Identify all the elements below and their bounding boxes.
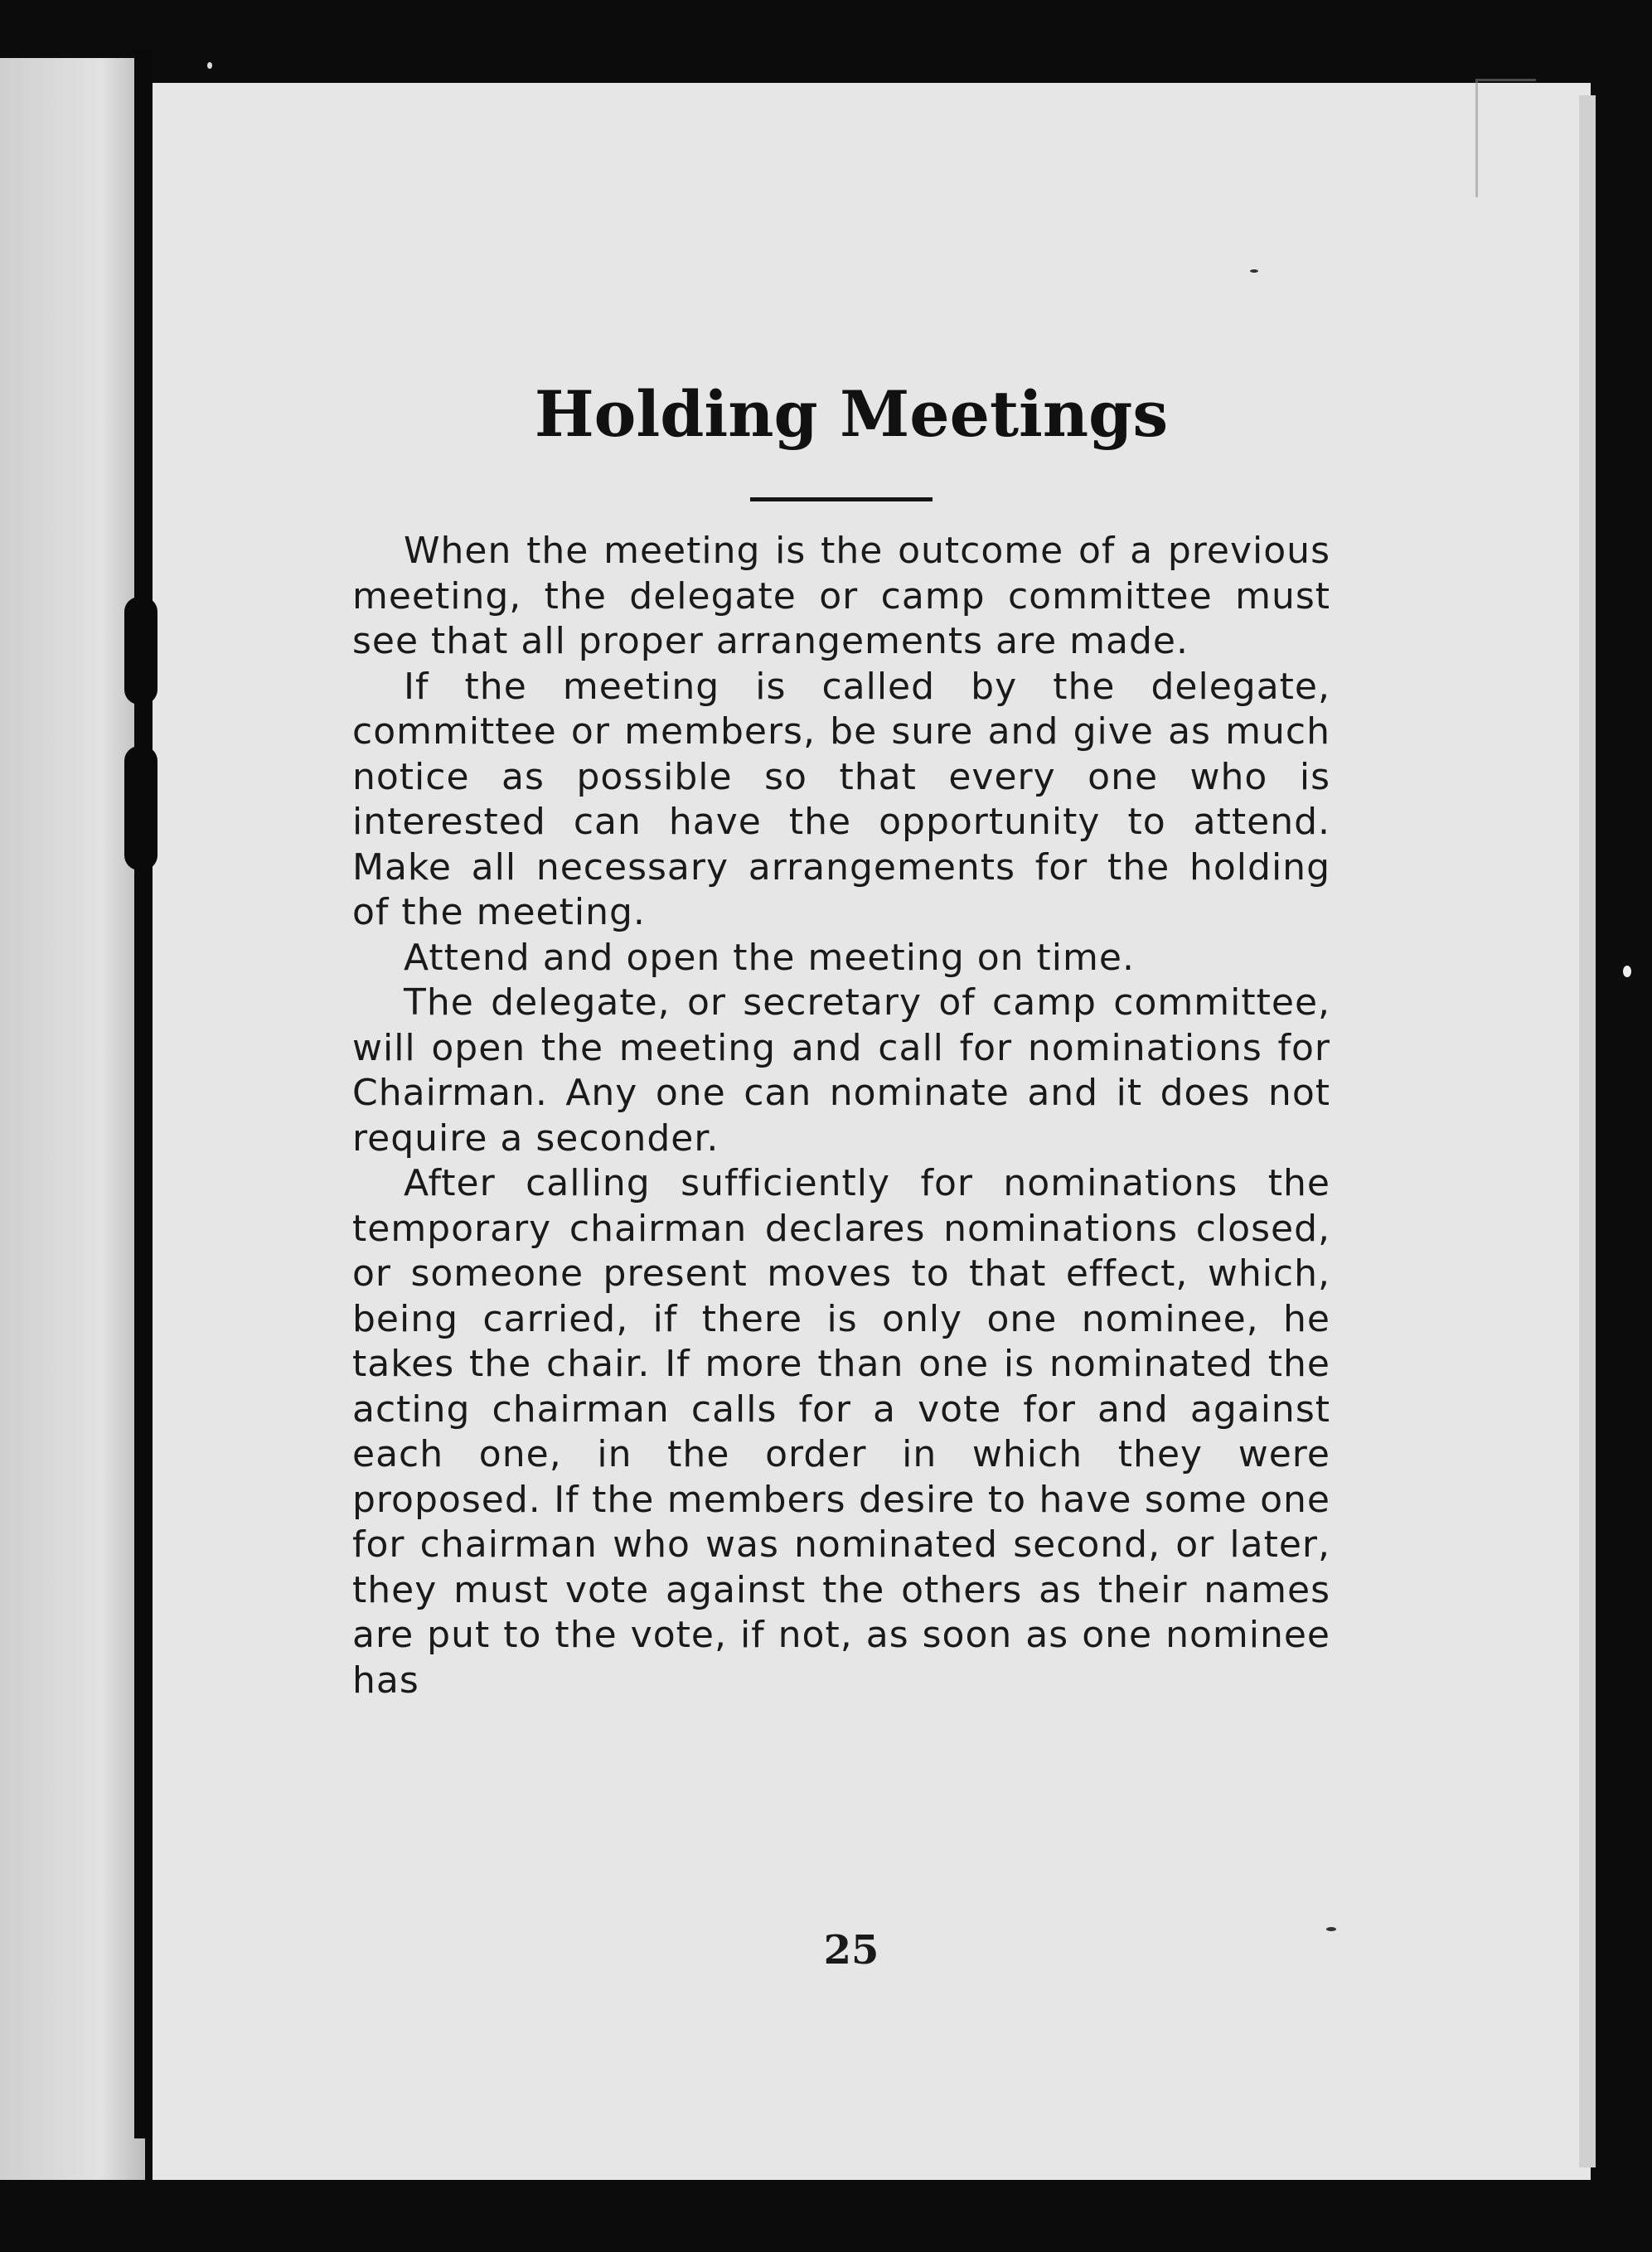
scan-speck — [1250, 269, 1258, 273]
page-edge — [1579, 95, 1596, 2167]
paragraph: Attend and open the meeting on time. — [404, 936, 1135, 979]
facing-page — [0, 58, 145, 2180]
title-rule — [750, 497, 933, 501]
paragraph: The delegate, or secretary of camp committee, will open the meeting and call for nominations for Chairman. Any one can nominate and it does not require a seconder. — [352, 981, 1330, 1160]
page-title: Holding Meetings — [534, 377, 1169, 451]
page-number: 25 — [823, 1927, 879, 1974]
book-spine — [134, 50, 153, 2138]
facing-page-shadow — [0, 58, 145, 2180]
paragraph: After calling sufficiently for nominations the temporary chairman declares nominations closed, or someone present moves to that effect, which, being carried, if there is only one nominee, he takes the chair. If more than one is nominated the acting chairman calls for a vote for and against each one, in the order in which they were proposed. If the members desire to have some one for chairman who was nominated second, or later, they must vote against the others as their names are put to the vote, if not, as soon as one nominee has — [352, 1162, 1330, 1702]
paragraph: When the meeting is the outcome of a previous meeting, the delegate or camp committee must see that all proper arrangements are made. — [352, 530, 1330, 662]
page-corner-fold — [1475, 79, 1536, 197]
scan-speck — [1623, 966, 1631, 977]
binding-thread — [124, 746, 157, 870]
body-text — [352, 529, 1330, 1703]
scan-speck — [207, 62, 212, 69]
paragraph: If the meeting is called by the delegate, committee or members, be sure and give as much notice as possible so that every one who is interested can have the opportunity to attend. Make all necessary arrangements for the holding of the meeting. — [352, 665, 1330, 933]
scan-speck — [1326, 1927, 1336, 1931]
binding-thread — [124, 597, 157, 705]
